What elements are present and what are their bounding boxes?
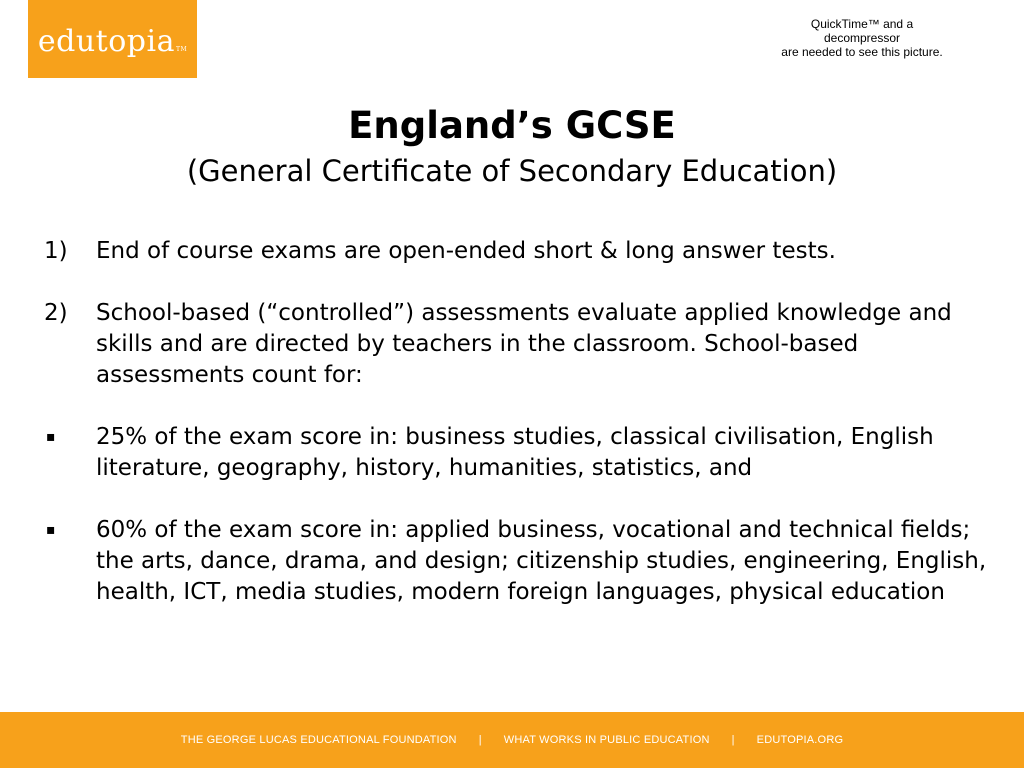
list-item-text: 60% of the exam score in: applied business, vocational and technical fields; the arts, dance, drama, and design; citizenship studies, engineering, English, health, ICT, media studies, modern foreign languages, physical education — [96, 517, 987, 605]
footer-bar — [0, 712, 1024, 768]
list-item-text: End of course exams are open-ended short & long answer tests. — [96, 238, 836, 264]
list-item — [44, 298, 1004, 391]
footer-separator: | — [731, 734, 735, 746]
list-item-text: 25% of the exam score in: business studies, classical civilisation, English literature, geography, history, humanities, statistics, and — [96, 424, 934, 481]
list-item — [44, 236, 1004, 267]
footer-foundation: THE GEORGE LUCAS EDUCATIONAL FOUNDATION — [180, 734, 457, 746]
list-item-text: School-based (“controlled”) assessments evaluate applied knowledge and skills and are directed by teachers in the classroom. School-based assessments count for: — [96, 300, 952, 388]
slide-title: England’s GCSE — [348, 104, 676, 147]
quicktime-placeholder — [762, 17, 962, 59]
logo-trademark: TM — [175, 45, 188, 53]
list-number: 2) — [44, 300, 68, 326]
footer-site: EDUTOPIA.ORG — [756, 734, 844, 746]
slide-subtitle: (General Certificate of Secondary Education) — [186, 154, 838, 188]
square-bullet-icon: ▪ — [46, 522, 56, 538]
logo-text — [38, 24, 187, 59]
quicktime-line-2: decompressor — [823, 31, 901, 45]
logo-wordmark: edutopia — [37, 23, 175, 59]
edutopia-logo — [28, 0, 197, 78]
slide-content — [44, 236, 1004, 608]
quicktime-line-1: QuickTime™ and a — [810, 17, 914, 31]
square-bullet-icon: ▪ — [46, 429, 56, 445]
list-item — [44, 422, 1004, 484]
list-item — [44, 515, 1004, 608]
footer-tagline: WHAT WORKS IN PUBLIC EDUCATION — [503, 734, 710, 746]
list-number: 1) — [44, 238, 68, 264]
quicktime-line-3: are needed to see this picture. — [781, 45, 943, 59]
footer-separator: | — [478, 734, 482, 746]
